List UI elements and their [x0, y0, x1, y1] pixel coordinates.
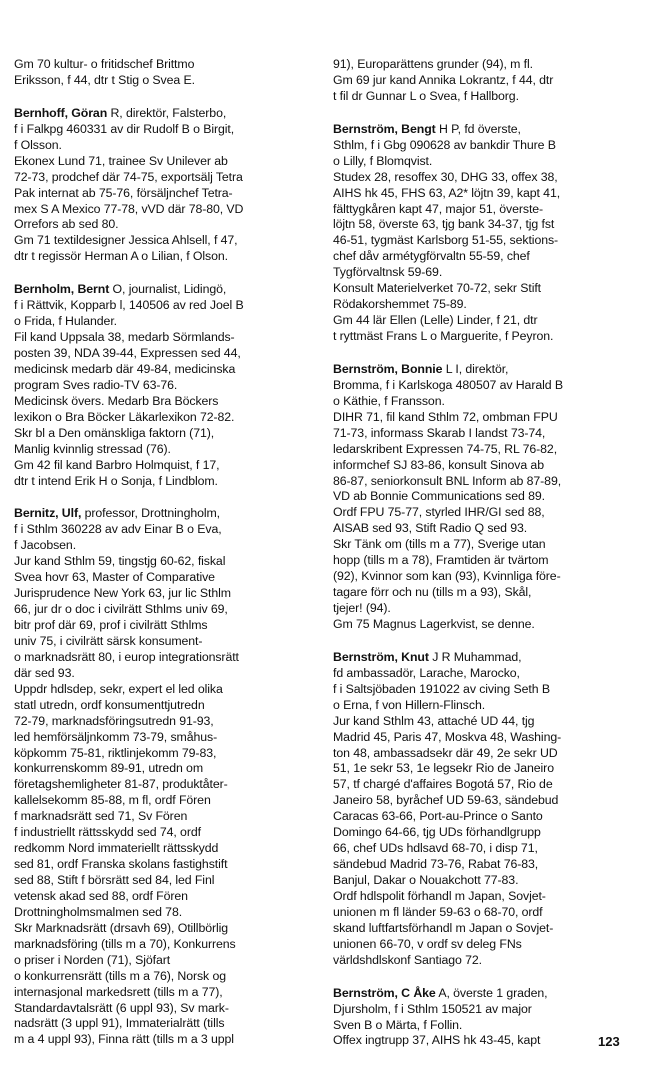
entry-line: 66, jur dr o doc i civilrätt Sthlms univ 69,: [14, 602, 228, 617]
entry-line: löjtn 58, överste 63, tjg bank 34-37, tjg fst: [333, 217, 555, 232]
entry-line: Uppdr hdlsdep, sekr, expert el led olika: [14, 681, 223, 696]
entry-line: lexikon o Bra Böcker Läkarlexikon 72-82.: [14, 409, 235, 424]
entry-line: Medicinsk övers. Medarb Bra Böckers: [14, 393, 219, 408]
biography-entry: [14, 57, 319, 89]
entry-line: [333, 986, 651, 1002]
entry-line: o Frida, f Hulander.: [14, 314, 117, 329]
entry-line: Gm 70 kultur- o fritidschef Brittmo: [14, 57, 195, 71]
entry-line: hopp (tills m a 78), Framtiden är tvärtom: [333, 553, 549, 568]
entry-line: Domingo 64-66, tjg UDs förhandlgrupp: [333, 825, 541, 840]
entry-line-text: L I, direktör,: [442, 361, 509, 376]
entry-line: bitr prof där 69, prof i civilrätt Sthlms: [14, 618, 208, 632]
entry-line: Offex ingtrupp 37, AIHS hk 43-45, kapt: [333, 1033, 541, 1048]
entry-line: Svea hovr 63, Master of Comparative: [14, 570, 215, 585]
entry-line: ton 48, ambassadsekr där 49, 2e sekr UD: [333, 745, 558, 760]
entry-name: Bernholm, Bernt: [14, 282, 110, 297]
entry-line: Bromma, f i Karlskoga 480507 av Harald B: [333, 377, 563, 392]
entry-line: Eriksson, f 44, dtr t Stig o Svea E.: [14, 72, 195, 87]
entry-line: unionen 66-70, v ordf sv deleg FNs: [333, 936, 522, 951]
entry-line: företagshemligheter 81-87, produktåter-: [14, 777, 228, 792]
entry-line: Ekonex Lund 71, trainee Sv Unilever ab: [14, 153, 228, 168]
entry-line: informchef SJ 83-86, konsult Sinova ab: [333, 457, 544, 472]
entry-line: världshdlskonf Santiago 72.: [333, 952, 482, 967]
entry-line: Jurisprudence New York 63, jur lic Sthlm: [14, 586, 231, 601]
entry-line: där sed 93.: [14, 665, 75, 680]
entry-line: redkomm Nord immateriellt rättsskydd: [14, 841, 219, 856]
left-column: [14, 57, 319, 1065]
entry-name: Bernström, Bonnie: [333, 361, 443, 376]
entry-line: led hemförsäljnkomm 73-79, småhus-: [14, 729, 218, 744]
entry-line: 71-73, informass Skarab I landst 73-74,: [333, 425, 546, 440]
biography-entry: [333, 650, 651, 969]
entry-line: Gm 71 textildesigner Jessica Ahlsell, f 47,: [14, 233, 238, 248]
entry-line: 91), Europarättens grunder (94), m fl.: [333, 57, 533, 71]
biography-entry: [14, 282, 319, 489]
entry-line: köpkomm 75-81, riktlinjekomm 79-83,: [14, 745, 217, 760]
entry-line: Drottningholmsmalmen sed 78.: [14, 904, 183, 919]
entry-line-text: professor, Drottningholm,: [81, 506, 221, 521]
entry-line: Skr bl a Den omänskliga faktorn (71),: [14, 425, 215, 440]
entry-line-text: R, direktör, Falsterbo,: [107, 105, 227, 120]
entry-line: sed 88, Stift f börsrätt sed 84, led Finl: [14, 873, 215, 887]
entry-line: Pak internat ab 75-76, försäljnchef Tetra-: [14, 185, 233, 200]
entry-line: m a 4 uppl 93), Finna rätt (tills m a 3 uppl: [14, 1032, 234, 1047]
entry-line: 66, chef UDs hdlsavd 68-70, i disp 71,: [333, 841, 538, 856]
entry-name: Bernhoff, Göran: [14, 105, 108, 120]
entry-line: kallelsekomm 85-88, m fl, ordf Fören: [14, 793, 211, 808]
entry-line: f Olsson.: [14, 137, 62, 152]
entry-line: fälttygkåren kapt 47, major 51, överste-: [333, 201, 544, 216]
entry-line: Gm 69 jur kand Annika Lokrantz, f 44, dtr: [333, 72, 554, 87]
entry-line: t ryttmäst Frans L o Marguerite, f Peyron.: [333, 329, 554, 343]
entry-line: AISAB sed 93, Stift Radio Q sed 93.: [333, 521, 528, 536]
entry-name: Bernitz, Ulf,: [14, 506, 82, 521]
entry-line: 57, tf chargé d'affaires Bogotá 57, Rio de: [333, 777, 553, 792]
entry-line: Banjul, Dakar o Nouakchott 77-83.: [333, 873, 519, 887]
entry-line-text: H P, fd överste,: [435, 121, 521, 136]
entry-line: Ordf FPU 75-77, styrled IHR/GI sed 88,: [333, 505, 545, 520]
entry-line: f i Saltsjöbaden 191022 av civing Seth B: [333, 681, 550, 696]
entry-line: Standardavtalsrätt (6 uppl 93), Sv mark-: [14, 1000, 229, 1015]
entry-name: Bernström, Knut: [333, 649, 429, 664]
entry-line: marknadsföring (tills m a 70), Konkurrens: [14, 936, 236, 951]
entry-line: Fil kand Uppsala 38, medarb Sörmlands-: [14, 330, 235, 345]
entry-line: Tygförvaltnsk 59-69.: [333, 265, 443, 280]
entry-line: o priser i Norden (71), Sjöfart: [14, 952, 171, 967]
entry-line: Jur kand Sthlm 43, attaché UD 44, tjg: [333, 713, 535, 728]
entry-line: tagare förr och nu (tills m a 93), Skål,: [333, 585, 532, 600]
entry-line: [14, 282, 319, 298]
entry-line: 51, 1e sekr 53, 1e legsekr Rio de Janeiro: [333, 761, 554, 776]
biography-entry: [14, 106, 319, 265]
entry-line: o konkurrensrätt (tills m a 76), Norsk og: [14, 968, 226, 983]
entry-line: dtr t intend Erik H o Sonja, f Lindblom.: [14, 473, 218, 488]
entry-line: f Jacobsen.: [14, 538, 77, 553]
entry-line: f i Falkpg 460331 av dir Rudolf B o Birgit,: [14, 121, 235, 136]
entry-line: ledarskribent Expressen 74-75, RL 76-82,: [333, 441, 558, 456]
entry-line: sändebud Madrid 73-76, Rabat 76-83,: [333, 857, 539, 872]
entry-line: f industriellt rättsskydd sed 74, ordf: [14, 825, 201, 840]
entry-line: [333, 362, 651, 378]
entry-line-text: A, överste 1 graden,: [435, 985, 548, 1000]
entry-line: statl utredn, ordf konsumenttjutredn: [14, 697, 205, 712]
entry-line: 86-87, seniorkonsult BNL Inform ab 87-89,: [333, 473, 562, 488]
entry-line: chef dåv armétygförvaltn 55-59, chef: [333, 249, 530, 264]
entry-line: medicinsk medarb där 49-84, medicinska: [14, 361, 236, 376]
entry-line: [14, 506, 319, 522]
entry-name: Bernström, Bengt: [333, 121, 436, 136]
entry-line: univ 75, i civilrätt särsk konsument-: [14, 633, 203, 648]
entry-line-text: O, journalist, Lidingö,: [109, 282, 227, 297]
entry-line: dtr t regissör Herman A o Lilian, f Olson.: [14, 249, 228, 264]
entry-line: Rödakorshemmet 75-89.: [333, 297, 467, 312]
biography-entry: [333, 122, 651, 345]
entry-line: [14, 106, 319, 122]
entry-line: Madrid 45, Paris 47, Moskva 48, Washing-: [333, 729, 562, 744]
entry-line: [333, 122, 651, 138]
page-number: 123: [598, 1034, 620, 1049]
biography-entry: [333, 57, 651, 105]
entry-line: skand luftfartsförhandl m Japan o Sovjet-: [333, 920, 554, 935]
entry-line: fd ambassadör, Larache, Marocko,: [333, 665, 520, 680]
entry-line: f marknadsrätt sed 71, Sv Fören: [14, 809, 188, 824]
entry-line: Gm 75 Magnus Lagerkvist, se denne.: [333, 616, 535, 631]
entry-line: unionen m fl länder 59-63 o 68-70, ordf: [333, 904, 543, 919]
entry-line: internasjonal markedsrett (tills m a 77),: [14, 984, 223, 999]
entry-line: o Erna, f von Hillern-Flinsch.: [333, 697, 486, 712]
entry-line: konkurrenskomm 89-91, utredn om: [14, 761, 203, 776]
entry-line: program Sves radio-TV 63-76.: [14, 377, 178, 392]
entry-line: Manlig kvinnlig stressad (76).: [14, 441, 171, 456]
right-column: [333, 57, 651, 1066]
entry-line: [333, 650, 651, 666]
entry-line: Ordf hdlspolit förhandl m Japan, Sovjet-: [333, 888, 546, 903]
biography-entry: [14, 506, 319, 1048]
entry-line: tjejer! (94).: [333, 601, 391, 615]
entry-line: nadsrätt (3 uppl 91), Immaterialrätt (tills: [14, 1016, 225, 1031]
entry-line: DIHR 71, fil kand Sthlm 72, ombman FPU: [333, 409, 558, 424]
entry-line: Orrefors ab sed 80.: [14, 217, 119, 232]
entry-name: Bernström, C Åke: [333, 985, 436, 1000]
entry-line: Sthlm, f i Gbg 090628 av bankdir Thure B: [333, 137, 556, 152]
entry-line-text: J R Muhammad,: [428, 649, 522, 664]
entry-line: f i Rättvik, Kopparb l, 140506 av red Joel B: [14, 298, 244, 313]
entry-line: Konsult Materielverket 70-72, sekr Stift: [333, 281, 541, 296]
entry-line: o Lilly, f Blomqvist.: [333, 153, 433, 168]
entry-line: Skr Marknadsrätt (drsavh 69), Otillbörlig: [14, 920, 229, 935]
entry-line: 72-79, marknadsföringsutredn 91-93,: [14, 713, 214, 728]
entry-line: vetensk akad sed 88, ordf Fören: [14, 888, 188, 903]
entry-line: VD ab Bonnie Communications sed 89.: [333, 489, 545, 504]
entry-line: Gm 42 fil kand Barbro Holmquist, f 17,: [14, 457, 220, 472]
entry-line: o marknadsrätt 80, i europ integrationsrätt: [14, 649, 239, 664]
entry-line: Gm 44 lär Ellen (Lelle) Linder, f 21, dtr: [333, 313, 538, 328]
entry-line: o Käthie, f Fransson.: [333, 393, 445, 408]
entry-line: Studex 28, resoffex 30, DHG 33, offex 38,: [333, 169, 558, 184]
entry-line: Skr Tänk om (tills m a 77), Sverige utan: [333, 537, 546, 552]
entry-line: Djursholm, f i Sthlm 150521 av major: [333, 1001, 532, 1016]
entry-line: Caracas 63-66, Port-au-Prince o Santo: [333, 809, 543, 824]
entry-line: 72-73, prodchef där 74-75, exportsälj Tetra: [14, 169, 243, 184]
entry-line: posten 39, NDA 39-44, Expressen sed 44,: [14, 346, 241, 360]
entry-line: sed 81, ordf Franska skolans fastighstift: [14, 857, 228, 872]
biography-entry: [333, 362, 651, 633]
entry-line: 46-51, tygmäst Karlsborg 51-55, sektions-: [333, 233, 559, 248]
entry-line: f i Sthlm 360228 av adv Einar B o Eva,: [14, 522, 222, 537]
entry-line: Janeiro 58, byråchef UD 59-63, sändebud: [333, 793, 559, 808]
entry-line: (92), Kvinnor som kan (93), Kvinnliga före-: [333, 569, 561, 584]
entry-line: AIHS hk 45, FHS 63, A2* löjtn 39, kapt 41,: [333, 185, 561, 200]
entry-line: mex S A Mexico 77-78, vVD där 78-80, VD: [14, 201, 244, 216]
entry-line: Jur kand Sthlm 59, tingstjg 60-62, fiskal: [14, 554, 226, 569]
entry-line: t fil dr Gunnar L o Svea, f Hallborg.: [333, 88, 519, 103]
entry-line: Sven B o Märta, f Follin.: [333, 1017, 463, 1032]
